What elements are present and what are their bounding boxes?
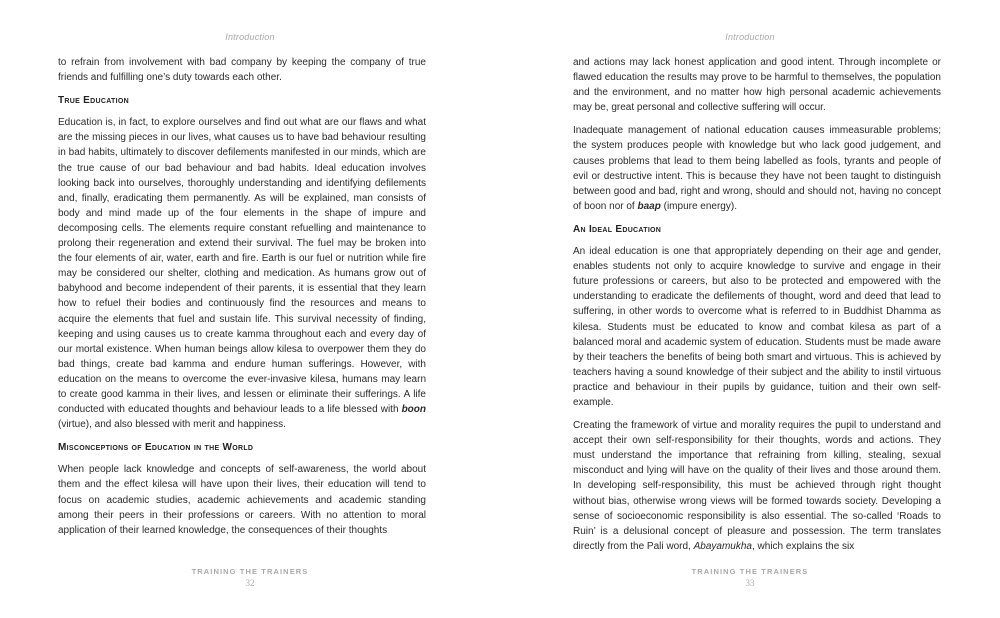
running-head: Introduction <box>225 32 275 42</box>
paragraph <box>58 115 426 432</box>
paragraph-text: , which explains the six <box>751 540 855 552</box>
page-number: 32 <box>245 578 255 588</box>
term-abayamukha: Abayamukha <box>693 540 752 552</box>
section-heading: Misconceptions of Education in the World <box>58 442 254 454</box>
page-body <box>573 55 941 562</box>
paragraph-text: Inadequate management of national education causes immeasurable problems; the system produces people with knowledge but who lack good judgement, and causes problems that lead to them being labelled as fools, tyrants and people of evil or destructive intent. This is because they have not been taught to distinguish between good and bad, right and wrong, should and should not, having no concept of boon nor of <box>573 125 941 212</box>
right-page <box>500 0 1000 618</box>
term-baap: baap <box>637 200 661 212</box>
paragraph: to refrain from involvement with bad company by keeping the company of true friends and fulfilling one’s duty towards each other. <box>58 57 426 84</box>
paragraph <box>573 123 941 214</box>
page-footer <box>0 567 500 588</box>
paragraph <box>573 418 941 554</box>
paragraph: When people lack knowledge and concepts of self-awareness, the world about them and the effect kilesa will have upon their lives, their education will tend to focus on academic studies, academic achievements and academic standing among their peers in their professions or careers. With no attention to moral application of their learned knowledge, the consequences of their thoughts <box>58 464 426 536</box>
section-heading: True Education <box>58 95 129 107</box>
paragraph: An ideal education is one that appropriately depending on their age and gender, enables students not only to acquire knowledge to survive and engage in their future professions or careers, but also to be protected and empowered with the understanding to eradicate the defilements of thought, word and deed that lead to suffering, in other words to overcome what is referred to in Buddhist Dhamma as kilesa. Students must be educated to know and combat kilesa as part of a balanced moral and academic system of education. Students must be made aware by their teachers the benefits of being both smart and virtuous. This is achieved by teachers having a sound knowledge of their subject and the ability to instil virtuous practice and behaviour in their pupils by guidance, tuition and their own self-example. <box>573 246 941 408</box>
paragraph: and actions may lack honest application and good intent. Through incomplete or flawed education the results may prove to be harmful to themselves, the population and the environment, and no matter how high personal academic achievements may be, great personal and collective suffering will occur. <box>573 57 941 114</box>
paragraph-text: (virtue), and also blessed with merit and happiness. <box>58 419 286 431</box>
page-body <box>58 55 426 546</box>
footer-title: TRAINING THE TRAINERS <box>191 567 309 576</box>
footer-title: TRAINING THE TRAINERS <box>691 567 809 576</box>
term-boon: boon <box>401 404 426 416</box>
section-heading: An Ideal Education <box>573 223 662 235</box>
page-footer <box>500 567 1000 588</box>
page-number: 33 <box>745 578 755 588</box>
paragraph-text: Creating the framework of virtue and morality requires the pupil to understand and accept their own self-responsibility for their thoughts, words and actions. They must understand the importance that refraining from killing, stealing, sexual misconduct and lying will have on the quality of their lives and those around them. In developing self-responsibility, this must be achieved through right thought without bias, otherwise wrong views will be formed towards society. Developing a sense of socioeconomic responsibility is also essential. The so-called ‘Roads to Ruin’ is a delusional concept of pleasure and possession. The term translates directly from the Pali word, <box>573 420 941 552</box>
paragraph-text: (impure energy). <box>660 200 737 212</box>
paragraph-text: Education is, in fact, to explore ourselves and find out what are our flaws and what are the missing pieces in our lives, what causes us to have bad behaviour resulting in bad habits, ultimately to discover defilements manifested in our minds, which are the true cause of our bad behaviour and bad habits. Ideal education involves looking back into ourselves, thoroughly understanding and identifying defilements and, finally, eradicating them permanently. As will be explained, man consists of body and mind made up of the four elements in the shape of impure and decomposing cells. The elements require constant refuelling and maintenance to prolong their regeneration and extend their survival. The fuel may be broken into the four elements of air, water, earth and fire. Earth is our fuel or nutrition while fire may be considered our shelter, clothing and medication. As humans grow out of babyhood and become independent of their parents, it is essential that they learn how to refuel their bodies and continuously find the resources and means to acquire the elements that fuel and sustain life. This survival necessity of finding, keeping and using causes us to create kamma throughout each and every day of our mortal existence. When human beings allow kilesa to overpower them they do bad things, create bad kamma and endure human sufferings. However, with education on the means to overcome the ever-invasive kilesa, humans may learn to create good kamma in their lives, and lessen or eliminate their sufferings. A life conducted with educated thoughts and behaviour leads to a life blessed with <box>58 117 426 416</box>
running-head: Introduction <box>725 32 775 42</box>
